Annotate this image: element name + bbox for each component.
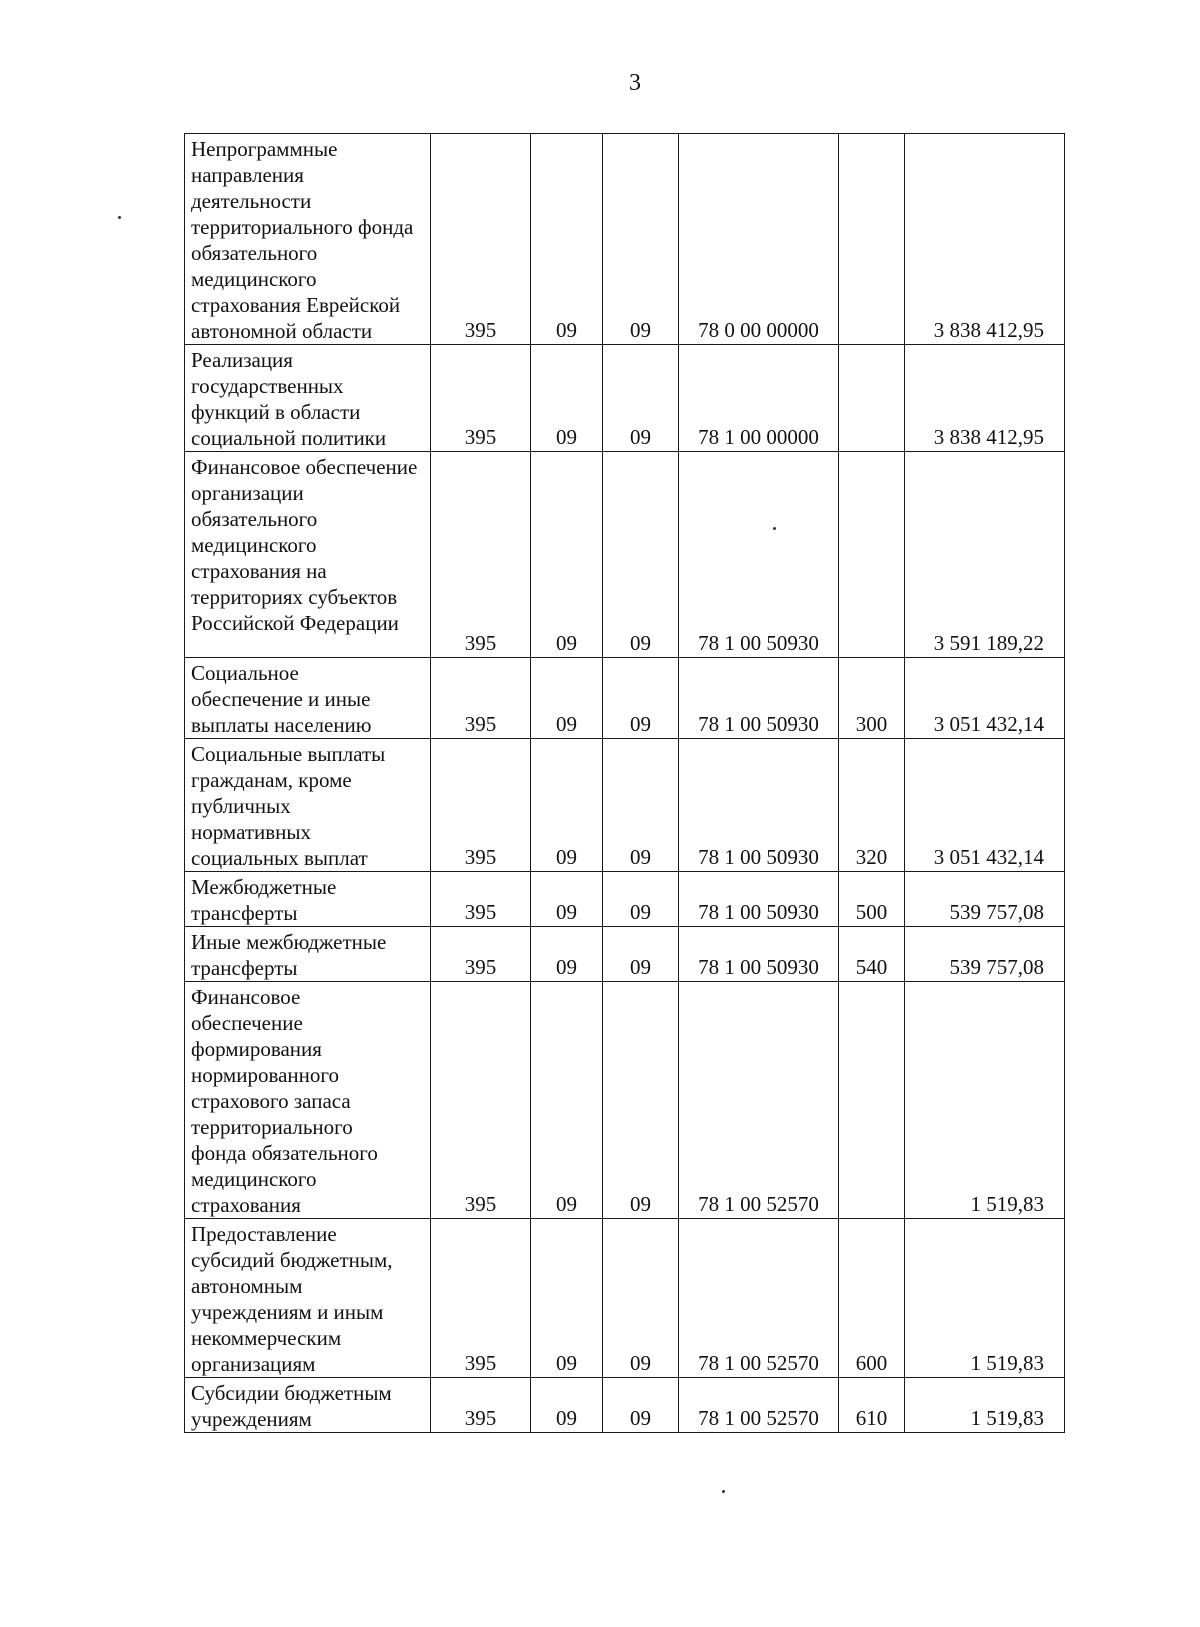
amount-cell: 1 519,83 bbox=[905, 1219, 1065, 1378]
table-row bbox=[185, 872, 1065, 927]
expense-type-cell bbox=[839, 134, 905, 345]
table-row bbox=[185, 927, 1065, 982]
table-row bbox=[185, 345, 1065, 452]
target-article-cell: 78 1 00 50930 bbox=[679, 658, 839, 739]
subsection-cell: 09 bbox=[603, 872, 679, 927]
subsection-cell: 09 bbox=[603, 1219, 679, 1378]
scan-speck bbox=[722, 1490, 725, 1493]
table-row bbox=[185, 452, 1065, 658]
subsection-cell: 09 bbox=[603, 658, 679, 739]
row-name-cell bbox=[185, 658, 431, 739]
row-name-cell bbox=[185, 982, 431, 1219]
table-row bbox=[185, 658, 1065, 739]
expense-type-cell bbox=[839, 452, 905, 658]
target-article-cell: 78 1 00 52570 bbox=[679, 1219, 839, 1378]
section-cell: 09 bbox=[531, 927, 603, 982]
expense-type-cell: 540 bbox=[839, 927, 905, 982]
expense-type-cell: 600 bbox=[839, 1219, 905, 1378]
table-row bbox=[185, 1219, 1065, 1378]
section-cell: 09 bbox=[531, 452, 603, 658]
admin-code-cell: 395 bbox=[431, 872, 531, 927]
table-row bbox=[185, 739, 1065, 872]
amount-cell: 3 591 189,22 bbox=[905, 452, 1065, 658]
section-cell: 09 bbox=[531, 345, 603, 452]
row-name: Межбюджетные трансферты bbox=[191, 875, 337, 925]
subsection-cell: 09 bbox=[603, 452, 679, 658]
row-name-cell bbox=[185, 134, 431, 345]
target-article-cell: 78 1 00 50930 bbox=[679, 739, 839, 872]
row-name: Социальные выплаты гражданам, кроме публичных нормативных социальных выплат bbox=[191, 742, 386, 870]
target-article-cell: 78 1 00 50930 bbox=[679, 872, 839, 927]
subsection-cell: 09 bbox=[603, 927, 679, 982]
row-name-cell bbox=[185, 872, 431, 927]
table-body bbox=[185, 134, 1065, 1433]
row-name-cell bbox=[185, 452, 431, 658]
amount-cell: 1 519,83 bbox=[905, 1378, 1065, 1433]
expense-type-cell: 320 bbox=[839, 739, 905, 872]
admin-code-cell: 395 bbox=[431, 452, 531, 658]
amount-cell: 3 051 432,14 bbox=[905, 739, 1065, 872]
table-row bbox=[185, 982, 1065, 1219]
row-name-cell bbox=[185, 1219, 431, 1378]
amount-cell: 1 519,83 bbox=[905, 982, 1065, 1219]
admin-code-cell: 395 bbox=[431, 982, 531, 1219]
admin-code-cell: 395 bbox=[431, 927, 531, 982]
section-cell: 09 bbox=[531, 1378, 603, 1433]
table-row bbox=[185, 1378, 1065, 1433]
target-article-cell: 78 0 00 00000 bbox=[679, 134, 839, 345]
row-name: Непрограммные направления деятельности территориального фонда обязательного медицинского страхования Еврейской автономной области bbox=[191, 137, 414, 343]
section-cell: 09 bbox=[531, 872, 603, 927]
row-name-cell bbox=[185, 739, 431, 872]
row-name: Финансовое обеспечение формирования нормированного страхового запаса территориального фонда обязательного медицинского страхования bbox=[191, 985, 378, 1217]
row-name-cell bbox=[185, 927, 431, 982]
row-name-cell bbox=[185, 345, 431, 452]
admin-code-cell: 395 bbox=[431, 134, 531, 345]
target-article-cell: 78 1 00 00000 bbox=[679, 345, 839, 452]
target-article-cell: 78 1 00 52570 bbox=[679, 1378, 839, 1433]
subsection-cell: 09 bbox=[603, 1378, 679, 1433]
subsection-cell: 09 bbox=[603, 345, 679, 452]
row-name: Финансовое обеспечение организации обязательного медицинского страхования на территориях субъектов Российской Федерации bbox=[191, 455, 418, 635]
row-name: Предоставление субсидий бюджетным, автономным учреждениям и иным некоммерческим организациям bbox=[191, 1222, 393, 1376]
amount-cell: 3 051 432,14 bbox=[905, 658, 1065, 739]
row-name: Иные межбюджетные трансферты bbox=[191, 930, 387, 980]
admin-code-cell: 395 bbox=[431, 1378, 531, 1433]
row-name: Социальное обеспечение и иные выплаты населению bbox=[191, 661, 372, 737]
target-article-cell: 78 1 00 52570 bbox=[679, 982, 839, 1219]
scan-speck bbox=[118, 216, 121, 219]
expense-type-cell bbox=[839, 345, 905, 452]
expense-type-cell: 300 bbox=[839, 658, 905, 739]
amount-cell: 539 757,08 bbox=[905, 872, 1065, 927]
row-name: Реализация государственных функций в области социальной политики bbox=[191, 348, 387, 450]
target-article-cell: 78 1 00 50930 bbox=[679, 452, 839, 658]
subsection-cell: 09 bbox=[603, 982, 679, 1219]
expense-type-cell bbox=[839, 982, 905, 1219]
row-name-cell bbox=[185, 1378, 431, 1433]
section-cell: 09 bbox=[531, 658, 603, 739]
budget-allocation-table bbox=[184, 133, 1065, 1433]
admin-code-cell: 395 bbox=[431, 739, 531, 872]
subsection-cell: 09 bbox=[603, 739, 679, 872]
amount-cell: 3 838 412,95 bbox=[905, 134, 1065, 345]
section-cell: 09 bbox=[531, 739, 603, 872]
subsection-cell: 09 bbox=[603, 134, 679, 345]
expense-type-cell: 500 bbox=[839, 872, 905, 927]
target-article-cell: 78 1 00 50930 bbox=[679, 927, 839, 982]
amount-cell: 3 838 412,95 bbox=[905, 345, 1065, 452]
expense-type-cell: 610 bbox=[839, 1378, 905, 1433]
table-row bbox=[185, 134, 1065, 345]
section-cell: 09 bbox=[531, 1219, 603, 1378]
admin-code-cell: 395 bbox=[431, 658, 531, 739]
page-number: 3 bbox=[629, 70, 641, 96]
admin-code-cell: 395 bbox=[431, 345, 531, 452]
admin-code-cell: 395 bbox=[431, 1219, 531, 1378]
section-cell: 09 bbox=[531, 134, 603, 345]
scan-speck bbox=[773, 527, 776, 530]
row-name: Субсидии бюджетным учреждениям bbox=[191, 1381, 392, 1431]
amount-cell: 539 757,08 bbox=[905, 927, 1065, 982]
section-cell: 09 bbox=[531, 982, 603, 1219]
